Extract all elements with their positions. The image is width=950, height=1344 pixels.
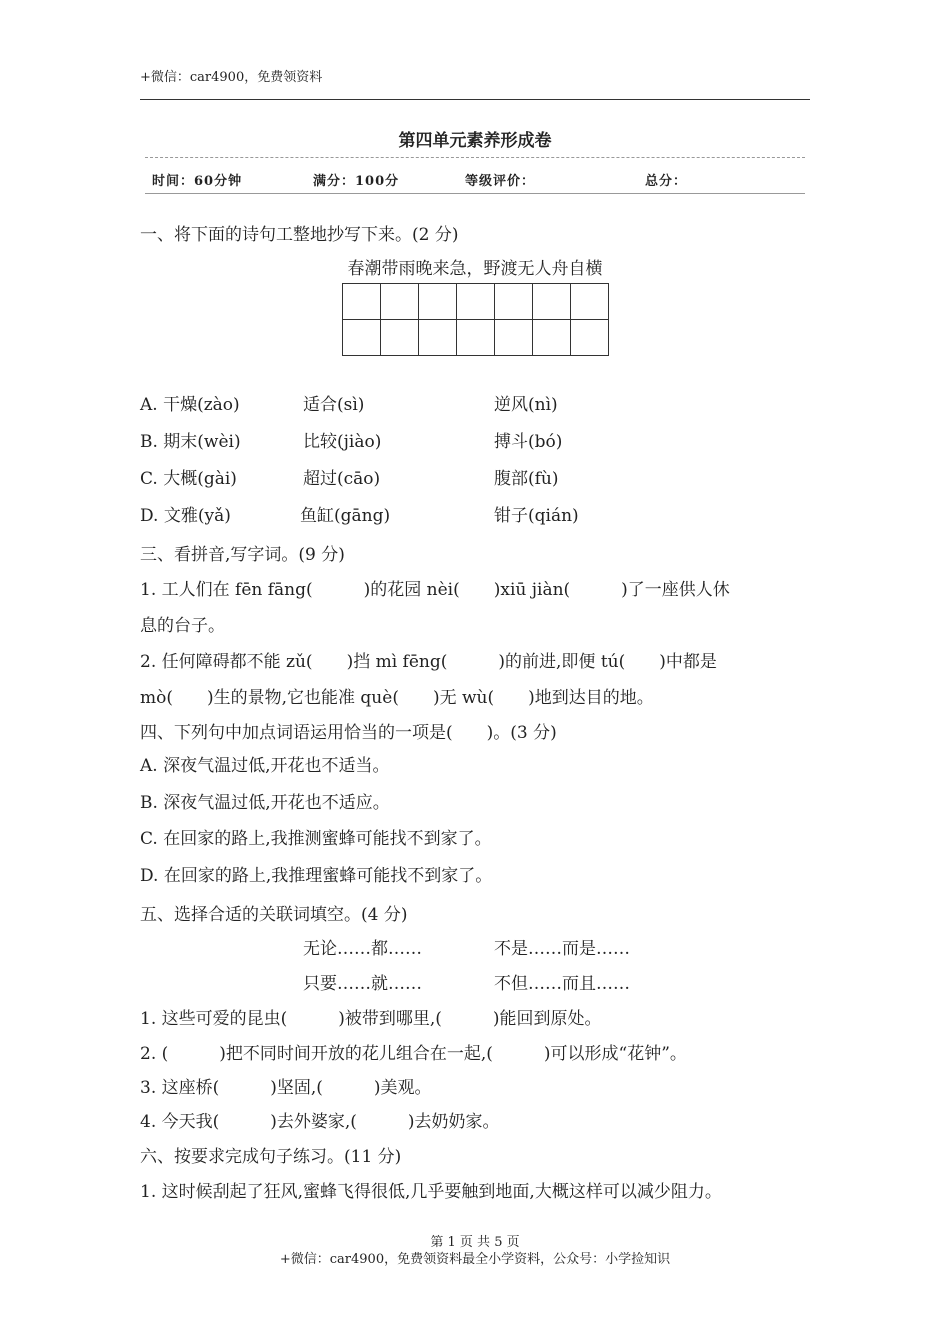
q3-line-3: 2. 任何障碍都不能 zǔ( )挡 mì fēng( )的前进,即便 tú( )中都是 [140, 652, 717, 672]
grid-cell[interactable] [419, 284, 457, 320]
q4-option-d: D. 在回家的路上,我推理蜜蜂可能找不到家了。 [140, 866, 493, 886]
q5-line-4: 4. 今天我( )去外婆家,( )去奶奶家。 [140, 1112, 500, 1132]
q5-line-2: 2. ( )把不同时间开放的花儿组合在一起,( )可以形成“花钟”。 [140, 1044, 687, 1064]
q2-option-a-3: 逆风(nì) [494, 395, 558, 415]
q1-poem: 春潮带雨晚来急，野渡无人舟自横 [347, 259, 603, 279]
q5-heading: 五、选择合适的关联词填空。(4 分) [140, 905, 408, 925]
q5-line-1: 1. 这些可爱的昆虫( )被带到哪里,( )能回到原处。 [140, 1009, 602, 1029]
q2-option-d-1: D. 文雅(yǎ) [140, 506, 231, 526]
header-divider [140, 99, 810, 100]
grid-cell[interactable] [457, 284, 495, 320]
meta-grade: 等级评价： [465, 174, 536, 189]
q2-option-b-1: B. 期末(wèi) [140, 432, 241, 452]
page-title: 第四单元素养形成卷 [398, 131, 552, 151]
footer-page-number: 第 1 页 共 5 页 [430, 1235, 520, 1250]
q5-word-1: 无论……都…… [303, 939, 422, 959]
grid-cell[interactable] [343, 284, 381, 320]
header-note: +微信：car4900，免费领资料 [140, 70, 323, 85]
writing-grid[interactable] [342, 283, 609, 356]
q4-heading: 四、下列句中加点词语运用恰当的一项是( )。(3 分) [140, 723, 557, 743]
q5-line-3: 3. 这座桥( )坚固,( )美观。 [140, 1078, 432, 1098]
q2-option-b-3: 搏斗(bó) [494, 432, 563, 452]
meta-total: 总分： [645, 174, 688, 189]
q5-word-4: 不但……而且…… [494, 974, 630, 994]
q2-option-c-1: C. 大概(gài) [140, 469, 237, 489]
q3-heading: 三、看拼音,写字词。(9 分) [140, 545, 345, 565]
q2-option-c-2: 超过(cāo) [303, 469, 381, 489]
meta-divider [145, 193, 805, 194]
q4-option-a: A. 深夜气温过低,开花也不适当。 [140, 756, 390, 776]
q1-heading: 一、将下面的诗句工整地抄写下来。(2 分) [140, 225, 459, 245]
q2-option-b-2: 比较(jiào) [303, 432, 382, 452]
q4-option-b: B. 深夜气温过低,开花也不适应。 [140, 793, 390, 813]
q6-heading: 六、按要求完成句子练习。(11 分) [140, 1147, 402, 1167]
q4-option-c: C. 在回家的路上,我推测蜜蜂可能找不到家了。 [140, 829, 492, 849]
title-dashed-divider [145, 157, 805, 158]
q5-word-2: 不是……而是…… [494, 939, 630, 959]
grid-cell[interactable] [343, 320, 381, 356]
meta-time: 时间：60分钟 [152, 174, 243, 189]
q2-option-a-1: A. 干燥(zào) [140, 395, 240, 415]
q2-option-d-2: 鱼缸(gāng) [300, 506, 391, 526]
grid-cell[interactable] [533, 284, 571, 320]
q3-line-1: 1. 工人们在 fēn fāng( )的花园 nèi( )xiū jiàn( )了一座供人休 [140, 580, 730, 600]
footer-note: +微信：car4900，免费领资料最全小学资料，公众号：小学捡知识 [279, 1252, 671, 1267]
grid-cell[interactable] [533, 320, 571, 356]
grid-cell[interactable] [381, 320, 419, 356]
meta-full-score: 满分：100分 [313, 174, 400, 189]
q2-option-a-2: 适合(sì) [303, 395, 365, 415]
q3-line-2: 息的台子。 [140, 616, 225, 636]
grid-cell[interactable] [381, 284, 419, 320]
q3-line-4: mò( )生的景物,它也能准 què( )无 wù( )地到达目的地。 [140, 688, 654, 708]
q5-word-3: 只要……就…… [303, 974, 422, 994]
grid-cell[interactable] [495, 284, 533, 320]
q2-option-d-3: 钳子(qián) [494, 506, 579, 526]
grid-cell[interactable] [419, 320, 457, 356]
q6-line-1: 1. 这时候刮起了狂风,蜜蜂飞得很低,几乎要触到地面,大概这样可以减少阻力。 [140, 1182, 722, 1202]
grid-cell[interactable] [571, 284, 609, 320]
grid-cell[interactable] [571, 320, 609, 356]
q2-option-c-3: 腹部(fù) [494, 469, 559, 489]
grid-cell[interactable] [457, 320, 495, 356]
grid-cell[interactable] [495, 320, 533, 356]
